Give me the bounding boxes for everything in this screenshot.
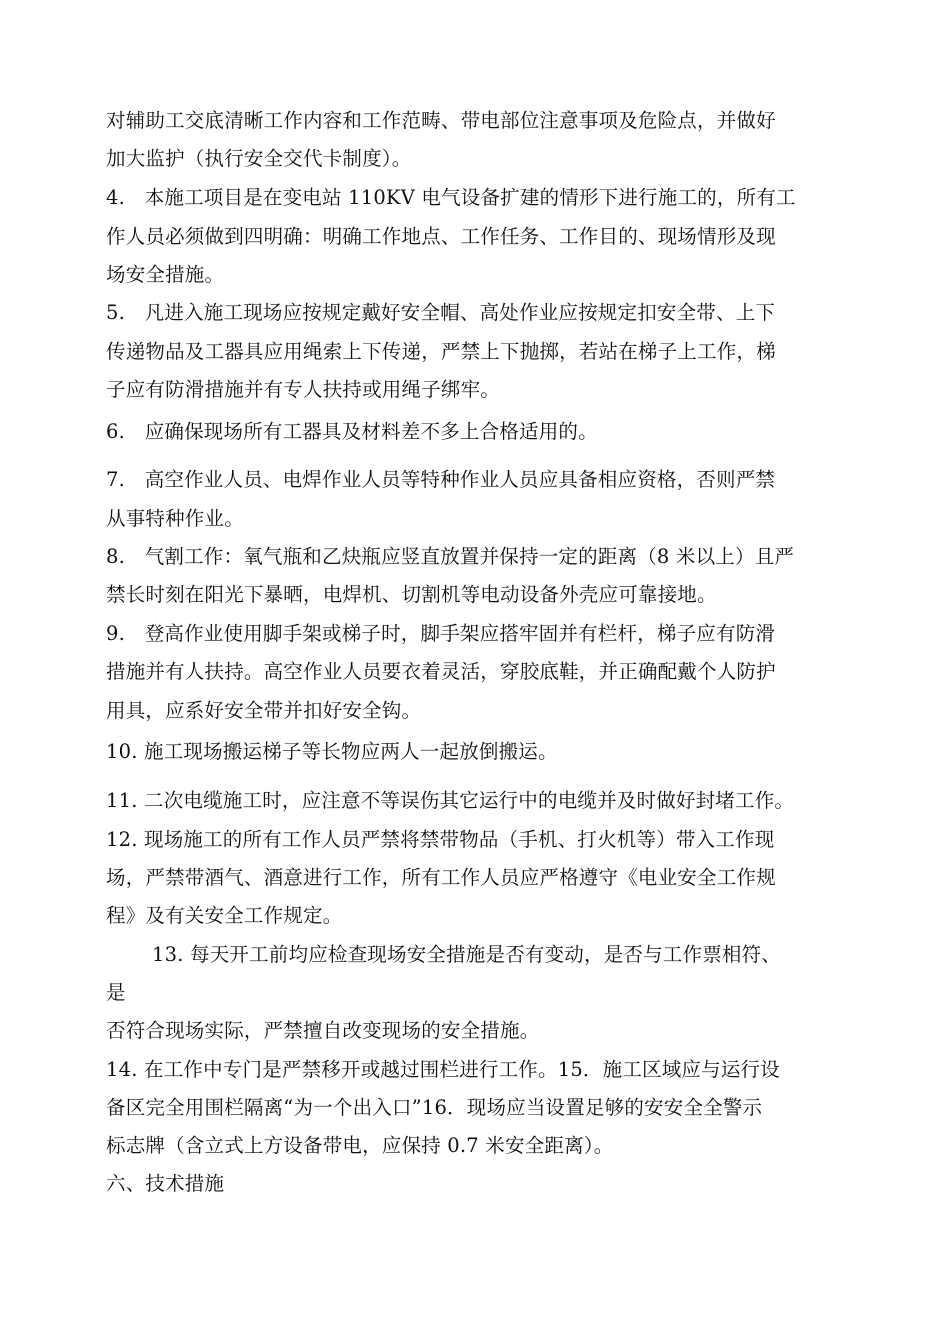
text-line: 子应有防滑措施并有专人扶持或用绳子绑牢。 [106, 378, 501, 401]
text-line: 作人员必须做到四明确：明确工作地点、工作任务、工作目的、现场情形及现 [106, 225, 776, 248]
list-item-5: 5. 凡进入施工现场应按规定戴好安全帽、高处作业应按规定扣安全带、上下 [106, 301, 776, 324]
text-line: 程》及有关安全工作规定。 [106, 904, 343, 927]
text-line: 用具，应系好安全带并扣好安全钩。 [106, 699, 422, 722]
list-item-7: 7. 高空作业人员、电焊作业人员等特种作业人员应具备相应资格，否则严禁 [106, 468, 776, 491]
list-item-10: 10. 施工现场搬运梯子等长物应两人一起放倒搬运。 [106, 740, 558, 763]
text-line: 否符合现场实际，严禁擅自改变现场的安全措施。 [106, 1019, 540, 1042]
text-line: 场安全措施。 [106, 263, 225, 286]
text-line: 标志牌（含立式上方设备带电，应保持 0.7 米安全距离）。 [106, 1134, 614, 1157]
text-line: 禁长时刻在阳光下暴晒，电焊机、切割机等电动设备外壳应可靠接地。 [106, 583, 717, 606]
list-item-4: 4. 本施工项目是在变电站 110KV 电气设备扩建的情形下进行施工的，所有工 [106, 186, 796, 209]
list-item-6: 6. 应确保现场所有工器具及材料差不多上合格适用的。 [106, 420, 598, 443]
list-item-12: 12. 现场施工的所有工作人员严禁将禁带物品（手机、打火机等）带入工作现 [106, 828, 775, 851]
text-line: 备区完全用围栏隔离“为一个出入口”16．现场应当设置足够的安安全全警示 [106, 1096, 763, 1119]
text-line: 措施并有人扶持。高空作业人员要衣着灵活，穿胶底鞋，并正确配戴个人防护 [106, 660, 776, 683]
text-line: 传递物品及工器具应用绳索上下传递，严禁上下抛掷，若站在梯子上工作，梯 [106, 340, 776, 363]
list-item-8: 8. 气割工作：氧气瓶和乙炔瓶应竖直放置并保持一定的距离（8 米以上）且严 [106, 545, 795, 568]
text-line: 对辅助工交底清晰工作内容和工作范畴、带电部位注意事项及危险点，并做好 [106, 109, 776, 132]
text-line: 是 [106, 981, 126, 1004]
list-item-9: 9. 登高作业使用脚手架或梯子时，脚手架应搭牢固并有栏杆，梯子应有防滑 [106, 622, 776, 645]
list-item-14: 14. 在工作中专门是严禁移开或越过围栏进行工作。15．施工区域应与运行设 [106, 1058, 780, 1081]
text-line: 加大监护（执行安全交代卡制度）。 [106, 147, 412, 170]
text-line: 场，严禁带酒气、酒意进行工作，所有工作人员应严格遵守《电业安全工作规 [106, 866, 776, 889]
list-item-13: 13. 每天开工前均应检查现场安全措施是否有变动，是否与工作票相符、 [152, 943, 782, 966]
text-line: 从事特种作业。 [106, 507, 244, 530]
section-heading: 六、技术措施 [106, 1172, 225, 1195]
list-item-11: 11. 二次电缆施工时，应注意不等误伤其它运行中的电缆并及时做好封堵工作。 [106, 789, 795, 812]
